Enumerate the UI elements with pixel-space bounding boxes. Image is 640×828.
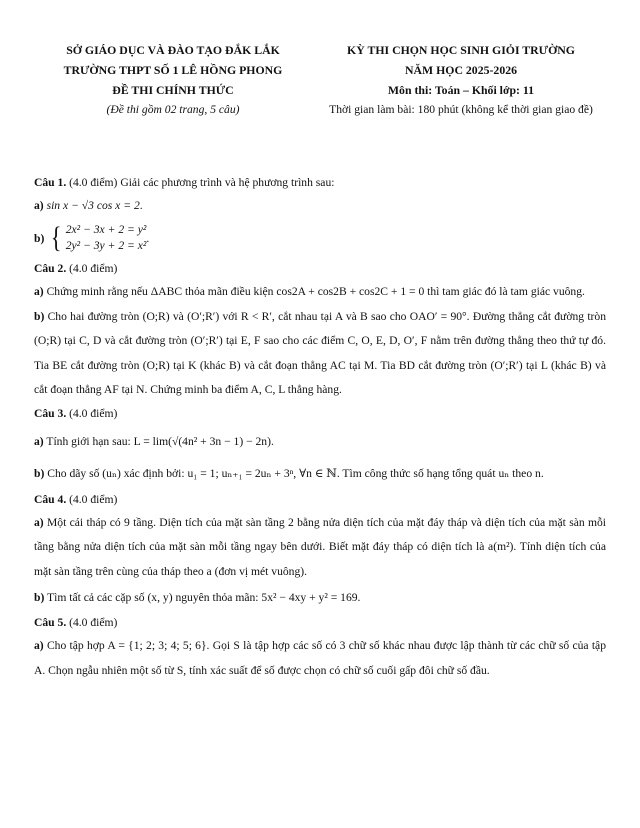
question-1b	[34, 218, 606, 258]
question-1-title: Câu 1.	[34, 176, 67, 189]
official-exam-label: ĐỀ THI CHÍNH THỨC	[112, 83, 234, 97]
question-5-heading	[34, 612, 606, 634]
question-1-heading	[34, 172, 606, 194]
question-3a-label: a)	[34, 434, 44, 448]
school-name: TRƯỜNG THPT SỐ 1 LÊ HỒNG PHONG	[63, 63, 283, 77]
question-1b-label: b)	[34, 231, 45, 245]
question-3-points: (4.0 điểm)	[69, 406, 118, 420]
question-4a-label: a)	[34, 515, 44, 529]
question-4-heading	[34, 489, 606, 511]
question-5a-text: Cho tập hợp A = {1; 2; 3; 4; 5; 6}. Gọi S là tập hợp các số có 3 chữ số khác nhau được lập thành từ các chữ số của tập A. Chọn ngẫu nhiên một số từ S, tính xác suất để số được chọn có chữ số cuối gấp đôi chữ số đầu.	[34, 639, 606, 677]
question-3b	[34, 459, 606, 489]
question-3-title: Câu 3.	[34, 406, 67, 420]
question-2-points: (4.0 điểm)	[69, 262, 118, 275]
exam-name: KỲ THI CHỌN HỌC SINH GIỎI TRƯỜNG	[347, 43, 575, 57]
question-2a-text: Chứng minh rằng nếu ΔABC thỏa mãn điều kiện cos2A + cos2B + cos2C + 1 = 0 thì tam giác đó là tam giác vuông.	[46, 285, 585, 298]
question-4b	[34, 584, 606, 612]
question-5-points: (4.0 điểm)	[69, 616, 118, 629]
time-limit: Thời gian làm bài: 180 phút (không kể thời gian giao đề)	[329, 103, 593, 116]
system-equation-1: 2x² − 3x + 2 = y²	[65, 223, 147, 236]
question-1a	[34, 194, 606, 218]
question-2b-label: b)	[34, 309, 45, 323]
question-1-points: (4.0 điểm)	[69, 176, 118, 189]
question-2b-text: Cho hai đường tròn (O;R) và (O′;R′) với R < R′, cắt nhau tại A và B sao cho OAO′ = 90°. Đường thẳng cắt đường tròn (O;R) tại C, D và cắt đường tròn (O′;R′) tại E, F sao cho các điểm C, O, E, D, O′, F nằm trên đường thẳng theo thứ tự đó. Tia BE cắt đường tròn (O;R) tại K (khác B) và cắt đoạn thẳng AC tại M. Tia BD cắt đường tròn (O′;R′) tại L (khác B) và cắt đoạn thẳng AF tại N. Chứng minh ba điểm A, C, L thẳng hàng.	[34, 309, 606, 396]
question-3b-label: b)	[34, 466, 45, 480]
brace-symbol: {	[51, 221, 62, 254]
exam-content	[34, 172, 606, 683]
system-equation-2: 2y² − 3y + 2 = x²	[65, 239, 147, 252]
question-2a	[34, 280, 606, 305]
question-1a-end: .	[139, 199, 143, 212]
question-5a-label: a)	[34, 639, 44, 652]
school-year: NĂM HỌC 2025-2026	[404, 63, 518, 77]
question-3b-text: Cho dãy số (uₙ) xác định bởi: u₁ = 1; uₙ₊₁ = 2uₙ + 3ⁿ, ∀n ∈ ℕ. Tìm công thức số hạng tổng quát uₙ theo n.	[47, 466, 544, 480]
question-1-intro: Giải các phương trình và hệ phương trình sau:	[120, 176, 335, 189]
subject-grade: Môn thi: Toán – Khối lớp: 11	[387, 83, 535, 97]
department-name: SỞ GIÁO DỤC VÀ ĐÀO TẠO ĐẮK LẮK	[66, 43, 280, 57]
question-1b-end: .	[146, 231, 150, 245]
question-2-title: Câu 2.	[34, 262, 67, 275]
question-2-heading	[34, 258, 606, 280]
question-3a	[34, 425, 606, 459]
question-2b	[34, 305, 606, 403]
question-4-points: (4.0 điểm)	[69, 492, 118, 506]
question-4a-text: Một cái tháp có 9 tầng. Diện tích của mặt sàn tầng 2 bằng nửa diện tích của mặt đáy tháp và diện tích của mặt sàn mỗi tầng bằng nửa diện tích của mặt sàn mỗi tầng ngay bên dưới. Biết mặt đáy tháp có diện tích là a(m²). Tính diện tích của mặt sàn tầng trên cùng của tháp theo a (đơn vị mét vuông).	[34, 515, 606, 578]
question-4b-text: Tìm tất cả các cặp số (x, y) nguyên thỏa mãn: 5x² − 4xy + y² = 169.	[47, 591, 361, 604]
question-4-title: Câu 4.	[34, 492, 67, 506]
question-5-title: Câu 5.	[34, 616, 67, 629]
question-3-heading	[34, 403, 606, 425]
question-5a	[34, 634, 606, 683]
header-right	[296, 40, 626, 120]
question-1a-equation: sin x − √3 cos x = 2	[46, 199, 140, 212]
question-3a-text: Tính giới hạn sau: L = lim(√(4n² + 3n − 1) − 2n).	[46, 434, 274, 448]
question-4b-label: b)	[34, 591, 45, 604]
equation-system	[49, 222, 146, 254]
question-1a-label: a)	[34, 199, 44, 212]
page-count-note: (Đề thi gồm 02 trang, 5 câu)	[106, 103, 240, 116]
question-2a-label: a)	[34, 285, 44, 298]
header-left	[28, 40, 318, 120]
question-4a	[34, 511, 606, 585]
